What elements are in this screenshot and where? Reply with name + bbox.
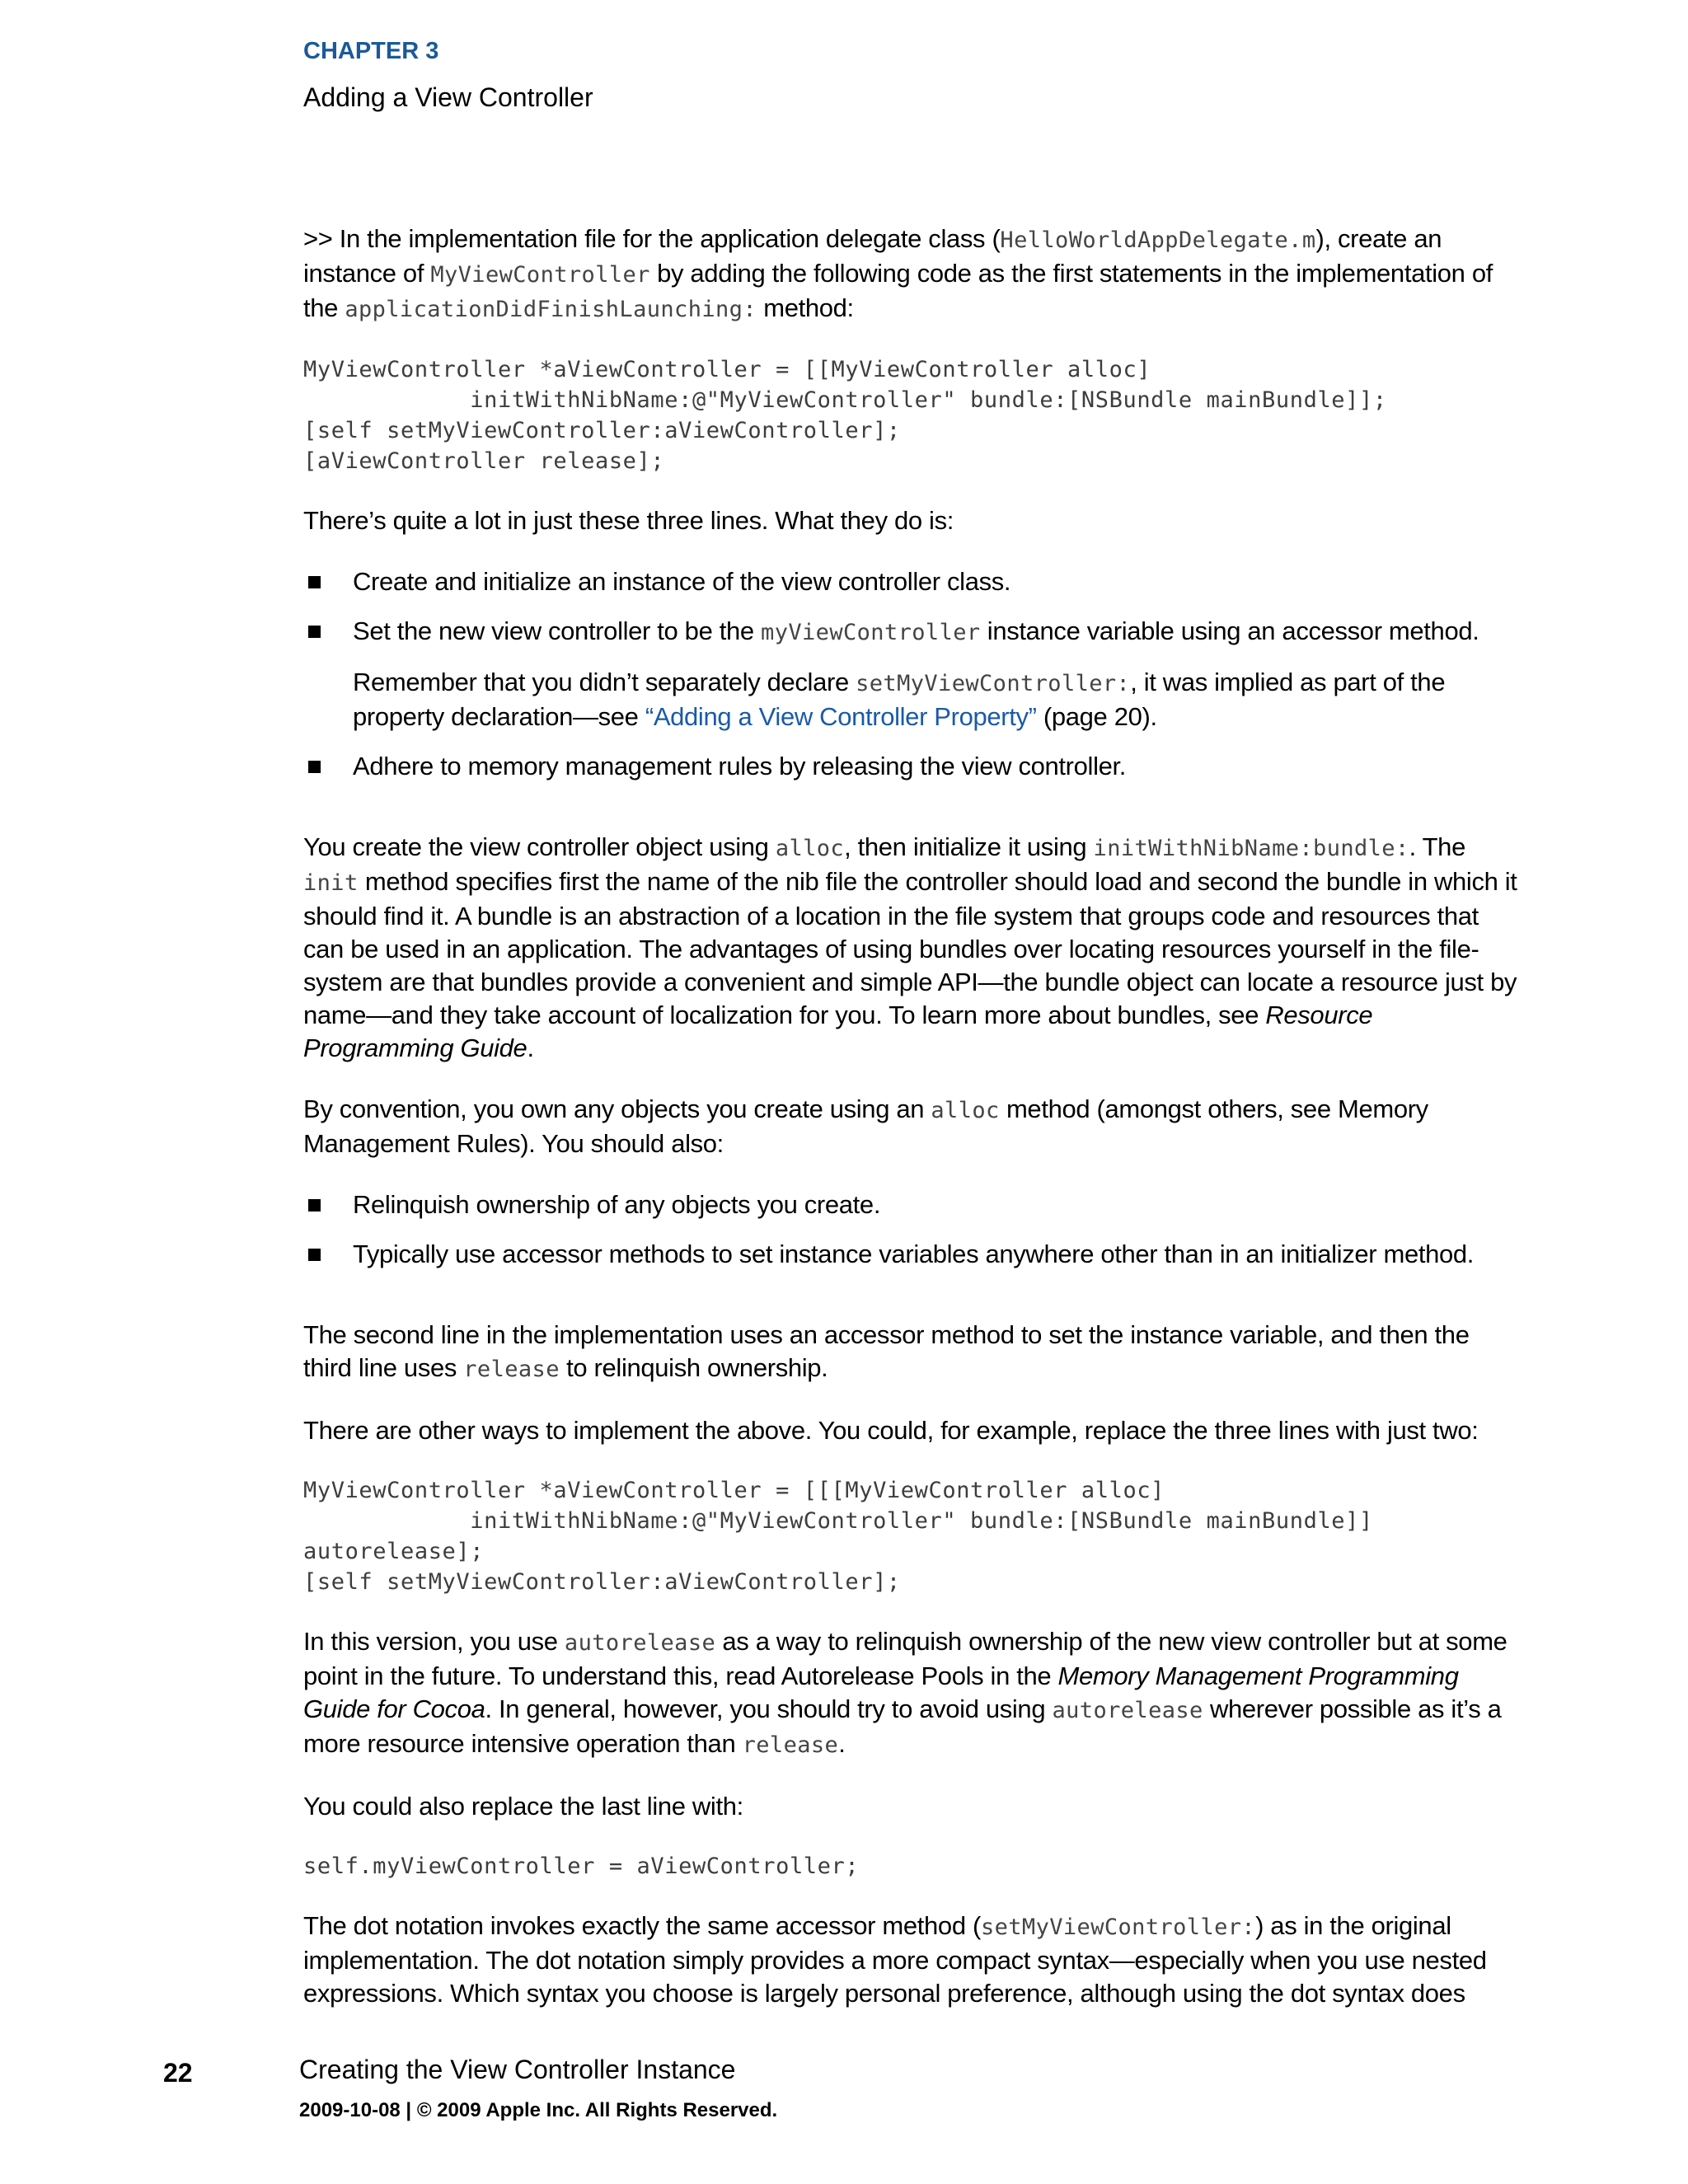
steps-list	[303, 565, 1523, 783]
chapter-title: Adding a View Controller	[303, 82, 593, 112]
second-line-paragraph: The second line in the implementation uses an accessor method to set the instance variable, and then the third line uses release to relinquish ownership.	[303, 1320, 1470, 1382]
book-title: Resource Programming Guide	[303, 1001, 1373, 1062]
code-block-alloc-init: MyViewController *aViewController = [[MyViewController alloc] initWithNibName:@"MyViewController" bundle:[NSBundle mainBundle]]; [self setMyViewController:aViewController]; [aViewController release];	[303, 357, 1387, 474]
three-lines-paragraph: There’s quite a lot in just these three lines. What they do is:	[303, 506, 954, 535]
inline-code: MyViewController	[430, 262, 650, 288]
book-title: Memory Management Programming Guide for Cocoa	[303, 1661, 1459, 1723]
dot-notation-paragraph: The dot notation invokes exactly the same accessor method (setMyViewController:) as in the original implementation. The dot notation simply provides a more compact syntax—especially when you use nested expressions. Which syntax you choose is largely personal preference, although using the dot syntax does	[303, 1911, 1487, 2008]
list-item: Adhere to memory management rules by releasing the view controller.	[303, 750, 1523, 783]
inline-code: release	[742, 1732, 839, 1758]
bullet-square-icon	[308, 1199, 321, 1212]
inline-code: autorelease	[1052, 1698, 1203, 1723]
view-controller-property-link[interactable]: “Adding a View Controller Property”	[645, 702, 1037, 731]
bullet-square-icon	[308, 626, 321, 638]
inline-code: myViewController	[761, 620, 981, 645]
list-item: Relinquish ownership of any objects you create.	[303, 1188, 1523, 1221]
inline-code: autorelease	[564, 1630, 716, 1656]
autorelease-paragraph: In this version, you use autorelease as a way to relinquish ownership of the new view controller but at some point in the future. To understand this, read Autorelease Pools in the Memory Management Programming Guide for Cocoa. In general, however, you should try to avoid using autorelease wherever possible as it’s a more resource intensive operation than release.	[303, 1627, 1507, 1758]
replace-last-line-paragraph: You could also replace the last line with:	[303, 1792, 743, 1821]
create-view-controller-paragraph: You create the view controller object using alloc, then initialize it using initWithNibName:bundle:. The init method specifies first the name of the nib file the controller should load and second the bundle in which it should find it. A bundle is an abstraction of a location in the file system that groups code and resources that can be used in an application. The advantages of using bundles over locating resources yourself in the file-system are that bundles provide a convenient and simple API—the bundle object can locate a resource just by name—and they take account of localization for you. To learn more about bundles, see Resource Programming Guide.	[303, 832, 1517, 1062]
inline-code: initWithNibName:bundle:	[1093, 836, 1409, 861]
list-item-note: Remember that you didn’t separately declare setMyViewController:, it was implied as part of the property declaration—see “Adding a View Controller Property” (page 20).	[353, 668, 1446, 731]
bullet-square-icon	[308, 576, 321, 588]
footer-copyright: 2009-10-08 | © 2009 Apple Inc. All Rights Reserved.	[299, 2099, 778, 2121]
inline-code: alloc	[931, 1098, 1000, 1123]
list-item: Create and initialize an instance of the view controller class.	[303, 565, 1523, 598]
code-block-dot-syntax: self.myViewController = aViewController;	[303, 1854, 860, 1879]
code-block-autorelease: MyViewController *aViewController = [[[MyViewController alloc] initWithNibName:@"MyViewController" bundle:[NSBundle mainBundle]] autorelease]; [self setMyViewController:aViewController];	[303, 1478, 1373, 1595]
other-ways-paragraph: There are other ways to implement the above. You could, for example, replace the three lines with just two:	[303, 1416, 1479, 1445]
intro-paragraph: >> In the implementation file for the application delegate class (HelloWorldAppDelegate.m), create an instance of MyViewController by adding the following code as the first statements in the implementation of the applicationDidFinishLaunching: method:	[303, 224, 1493, 322]
inline-code: HelloWorldAppDelegate.m	[1000, 227, 1316, 253]
inline-code: alloc	[775, 836, 845, 861]
inline-code: applicationDidFinishLaunching:	[345, 297, 757, 322]
inline-code: setMyViewController:	[856, 671, 1131, 696]
ownership-rules-list	[303, 1188, 1523, 1271]
list-item: Typically use accessor methods to set instance variables anywhere other than in an initializer method.	[303, 1238, 1523, 1271]
bullet-square-icon	[308, 1249, 321, 1261]
footer-section-title: Creating the View Controller Instance	[299, 2055, 736, 2084]
inline-code: init	[303, 870, 359, 896]
list-item: Set the new view controller to be the myViewController instance variable using an accessor method. Remember that you didn’t separately declare setMyViewController:, it was implied as part of the property declaration—see “Adding a View Controller Property” (page 20).	[303, 615, 1523, 733]
inline-code: setMyViewController:	[980, 1915, 1256, 1940]
main-content	[303, 223, 1523, 2038]
convention-paragraph: By convention, you own any objects you create using an alloc method (amongst others, see Memory Management Rules). You should also:	[303, 1094, 1428, 1158]
chapter-label: CHAPTER 3	[303, 38, 439, 64]
bullet-square-icon	[308, 761, 321, 773]
page-number: 22	[163, 2058, 193, 2088]
inline-code: release	[463, 1357, 560, 1382]
